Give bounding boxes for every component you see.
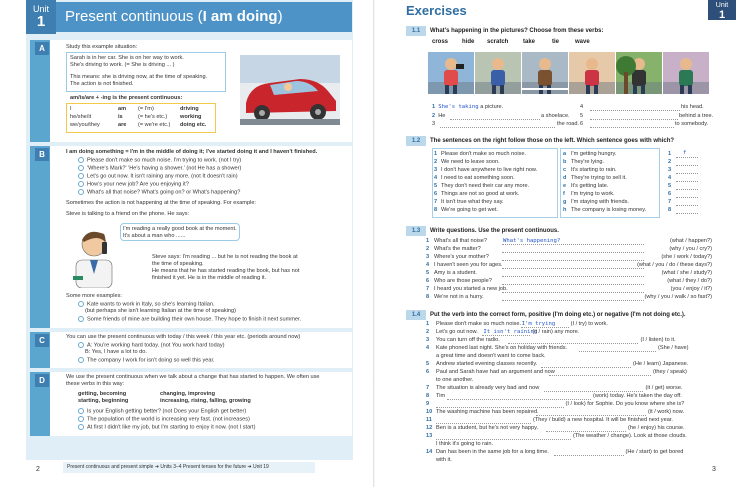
item-number: 3 [434,167,438,173]
prompt-text: The situation is already very bad and now [436,385,540,391]
left-sentence: It isn't true what they say. [441,199,504,205]
table-cell: is [118,114,123,120]
verb-list: getting, becoming [78,391,127,397]
match-answer-blank[interactable] [676,181,698,182]
verb-option: cross [432,39,449,45]
option-letter: b [563,159,567,165]
item-number: 2 [434,159,438,165]
verb-list: increasing, rising, falling, growing [160,398,251,404]
cue-text: (I / look) for Sophie. Do you know where she is? [565,401,685,407]
item-number: 2 [432,113,436,119]
item-number: 14 [426,449,433,455]
item-number: 1 [426,238,430,244]
example-line: 'Where's Mark?' 'He's having a shower.' (not He has a shower) [78,165,241,172]
right-sentence: I'm trying to work. [571,191,615,197]
item-number: 5 [434,183,438,189]
example-line: The population of the world is increasing very fast. (not increases) [78,416,250,423]
handwritten-answer: It isn't raining [483,329,538,335]
answer-blank[interactable] [579,351,656,352]
handwritten-answer: f [683,150,687,156]
example-line: How's your new job? Are you enjoying it? [78,181,189,188]
answer-blank[interactable] [502,284,644,285]
picture-3 [522,52,568,94]
item-number: 1 [434,151,438,157]
prompt-text: Tim [436,393,446,399]
option-letter: a [563,151,567,157]
item-number: 7 [426,286,430,292]
section-d-head: these verbs in this way: [66,381,125,387]
man-on-phone-illustration [68,220,120,288]
answer-blank[interactable] [436,407,564,408]
answer-text: a picture. [480,104,504,110]
item-number: 6 [426,278,430,284]
picture-2 [475,52,521,94]
item-number: 7 [426,385,430,391]
answer-blank[interactable] [436,423,531,424]
right-sentence: It's getting late. [571,183,609,189]
exercise-question: Put the verb into the correct form, positive (I'm doing etc.) or negative (I'm not doing etc.). [430,312,686,318]
item-number: 3 [426,254,430,260]
prompt-text: We're not in a hurry. [434,294,484,300]
prompt-text: Please don't make so much noise. [436,321,522,327]
text-line: Sometimes the action is not happening at the time of speaking. For example: [66,200,256,206]
cue-text: (I / try) to work. [570,321,608,327]
cue-text: (it / rain) any more. [532,329,580,335]
item-number: 4 [426,262,430,268]
prompt-text: Who are those people? [434,278,492,284]
table-cell: (= we're etc.) [138,122,171,128]
unit-tab: Unit 1 [708,0,736,20]
answer-text: a shoelace. [541,113,570,119]
exercise-number: 1.3 [406,226,426,236]
exercise-question: The sentences on the right follow those on the left. Which sentence goes with which? [430,138,675,144]
cue-text: (she / work / today?) [661,254,712,260]
section-d-head: We use the present continuous when we talk about a change that has started to happen. We often use [66,374,320,380]
page-number: 2 [36,466,40,473]
prompt-text: I heard you started a new job. [434,286,508,292]
handwritten-answer: What's happening? [503,238,561,244]
table-cell: we/you/they [70,122,100,128]
item-number: 11 [426,417,432,423]
example-line: B: Yes, I have a lot to do. [85,349,147,355]
answer-blank[interactable] [440,127,555,128]
answer-blank[interactable] [502,252,644,253]
left-sentence: I don't have anywhere to live right now. [441,167,538,173]
answer-blank[interactable] [590,110,680,111]
unit-title: Present continuous (I am doing) [30,2,352,32]
picture-6 [663,52,709,94]
item-number: 8 [426,393,430,399]
item-number: 4 [580,104,584,110]
item-number: 2 [668,159,672,165]
prompt-text: Ben is a student, but he's not very happy. [436,425,539,431]
item-number: 6 [668,191,672,197]
answer-text: behind a tree. [679,113,714,119]
text-line: the time of speaking. [152,261,204,267]
picture-5 [616,52,662,94]
exercise-question: Write questions. Use the present continuous. [430,228,559,234]
section-a-badge: A [35,42,49,55]
section-c-head: You can use the present continuous with today / this week / this year etc. (periods around now) [66,334,301,340]
example-line: The company I work for isn't doing so well this year. [78,357,215,364]
item-number: 2 [426,246,430,252]
answer-text: to somebody. [675,121,709,127]
item-number: 1 [426,321,430,327]
answer-blank[interactable] [544,391,644,392]
verb-option: tie [552,39,560,45]
cue-text: (what / you / do / these days?) [637,262,712,268]
left-sentence: We're going to get wet. [441,207,498,213]
right-sentence: They're trying to sell it. [571,175,627,181]
item-number: 8 [434,207,438,213]
example-line: What's all that noise? What's going on? or What's happening? [78,189,240,196]
car-illustration [240,55,340,125]
prompt-text: Dan has been in the same job for a long time. [436,449,549,455]
prompt-text: Kate phoned last night. She's on holiday with friends. [436,345,568,351]
example-line: (but perhaps she isn't learning Italian at the time of speaking) [85,308,236,314]
picture-4 [569,52,615,94]
left-sentence: Things are not so good at work. [441,191,520,197]
left-sentence: We need to leave soon. [441,159,500,165]
item-number: 3 [426,337,430,343]
cue-text: (it / get) worse. [645,385,683,391]
item-number: 6 [434,191,438,197]
prompt-text: What's all that noise? [434,238,487,244]
item-number: 10 [426,409,433,415]
item-number: 6 [580,121,584,127]
unit-tab: Unit 1 [26,0,56,34]
cue-text: (what / happen?) [670,238,712,244]
answer-blank[interactable] [508,343,639,344]
picture-1 [428,52,474,94]
text-line: He means that he has started reading the book, but has not [152,268,300,274]
exercise-number: 1.2 [406,136,426,146]
right-sentence: It's starting to rain. [571,167,617,173]
verb-list: starting, beginning [78,398,129,404]
handwritten-answer: She's taking [438,104,479,110]
item-number: 3 [668,167,672,173]
prompt-text: Amy is a student. [434,270,477,276]
item-number: 9 [426,401,430,407]
text-line: Steve says: I'm reading ... but he is not reading the book at [152,254,298,260]
answer-blank[interactable] [502,276,644,277]
section-c-badge: C [35,334,49,347]
section-b-badge: B [35,148,49,161]
prompt-text: I think it's going to rain. [436,441,494,447]
match-answer-blank[interactable] [676,205,698,206]
right-sentence: I'm getting hungry. [571,151,617,157]
item-number: 5 [426,270,430,276]
prompt-text: Paul and Sarah have had an argument and now [436,369,555,375]
item-number: 2 [426,329,430,335]
text-line: Steve is talking to a friend on the phone. He says: [66,211,190,217]
answer-blank[interactable] [549,375,651,376]
cue-text: (it / work) now. [648,409,685,415]
match-answer-blank[interactable] [676,197,698,198]
item-number: 5 [426,361,430,367]
answer-blank[interactable] [450,119,540,120]
cue-text: (what / they / do?) [667,278,712,284]
answer-blank[interactable] [436,439,571,440]
cue-text: (I / listen) to it. [640,337,676,343]
prompt-text: You can turn off the radio. [436,337,500,343]
item-number: 5 [668,183,672,189]
example-line: At first I didn't like my job, but I'm starting to enjoy it now. (not I start) [78,424,255,431]
table-cell: am [118,106,127,112]
match-answer-blank[interactable] [676,189,698,190]
text-line: finished it yet. He is in the middle of reading it. [152,275,267,281]
prompt-text: Andrew started evening classes recently. [436,361,538,367]
exercise-number: 1.1 [406,26,426,36]
prompt-text: What's the matter? [434,246,481,252]
exercise-question: What's happening in the pictures? Choose from these verbs: [430,28,604,34]
exercise-number: 1.4 [406,310,426,320]
verb-option: take [523,39,536,45]
table-cell: I [70,106,72,112]
section-b-bar [30,146,50,328]
table-cell: (= he's etc.) [138,114,168,120]
item-number: 8 [668,207,672,213]
cue-text: (The weather / change). Look at those clouds. [573,433,687,439]
text-line: She's driving to work. (= She is driving ... ) [70,62,175,68]
cue-text: (they / speak) [653,369,687,375]
example-line: Some friends of mine are building their own house. They hope to finish it next summer. [78,316,301,323]
cue-text: (he / enjoy) his course. [628,425,685,431]
table-cell: he/she/it [70,114,92,120]
prompt-text: a great time and doesn't want to come back. [436,353,546,359]
example-line: Kate wants to work in Italy, so she's learning Italian. [78,301,215,308]
match-answer-blank[interactable] [676,165,698,166]
item-number: 4 [434,175,438,181]
answer-blank[interactable] [590,127,674,128]
option-letter: f [563,191,565,197]
cue-text: (He / learn) Japanese. [633,361,689,367]
table-cell: are [118,122,127,128]
verb-option: scratch [487,39,509,45]
option-letter: c [563,167,567,173]
text-line: The action is not finished. [70,81,134,87]
answer-blank[interactable] [502,268,644,269]
table-cell: driving [180,106,199,112]
prompt-text: to one another. [436,377,474,383]
prompt-text: The washing machine has been repaired. [436,409,539,415]
item-number: 7 [668,199,672,205]
answer-blank[interactable] [502,260,644,261]
cue-text: (They / build) a new hospital. It will be finished next year. [533,417,673,423]
item-number: 8 [426,294,430,300]
option-letter: g [563,199,567,205]
text-line: Sarah is in her car. She is on her way to work. [70,55,184,61]
answer-blank[interactable] [447,399,591,400]
verb-option: wave [575,39,590,45]
item-number: 4 [426,345,430,351]
example-line: Please don't make so much noise. I'm trying to work. (not I try) [78,157,241,164]
answer-blank[interactable] [554,455,624,456]
item-number: 6 [426,369,430,375]
item-number: 4 [668,175,672,181]
cue-text: (work) today. He's taken the day off. [593,393,682,399]
section-a-intro: Study this example situation: [66,44,138,50]
prompt-text: I haven't seen you for ages. [434,262,503,268]
prompt-text: Let's go out now. [436,329,478,335]
page-number: 3 [712,466,716,473]
section-a-bar [30,40,50,142]
exercises-title: Exercises [406,3,467,18]
option-letter: e [563,183,567,189]
item-number: 7 [434,199,438,205]
text-line: Some more examples: [66,293,122,299]
answer-text: his head. [681,104,704,110]
cue-text: (He / start) to get bored [625,449,684,455]
left-sentence: I need to eat something soon. [441,175,515,181]
cue-text: (why / you / walk / so fast?) [644,294,712,300]
option-letter: h [563,207,567,213]
section-b-head: I am doing something = I'm in the middle of doing it; I've started doing it and I haven't finished. [66,149,318,155]
answer-blank[interactable] [590,119,678,120]
cross-reference-footer[interactable]: Present continuous and present simple ➜ Units 3–4 Present tenses for the future ➜ Unit 19 [63,462,315,473]
verb-list: changing, improving [160,391,216,397]
left-sentence: They don't need their car any more. [441,183,530,189]
item-number: 12 [426,425,433,431]
item-number: 3 [432,121,436,127]
example-line: Let's go out now. It isn't raining any more. (not It doesn't rain) [78,173,238,180]
answer-text: He [438,113,446,119]
handwritten-answer: I'm trying [521,321,556,327]
example-line: A: You're working hard today. (not You work hard today) [78,342,224,349]
option-letter: d [563,175,567,181]
cue-text: (why / you / cry?) [669,246,712,252]
prompt-text: Where's your mother? [434,254,489,260]
left-sentence: Please don't make so much noise. [441,151,527,157]
match-answer-blank[interactable] [676,173,698,174]
answer-blank[interactable] [502,300,644,301]
match-answer-blank[interactable] [676,213,698,214]
speech-bubble-text: I'm reading a really good book at the moment. It's about a man who ...... [123,226,237,239]
item-number: 1 [432,104,436,110]
example-line: Is your English getting better? (not Does your English get better) [78,408,246,415]
cue-text: (you / enjoy / it?) [670,286,712,292]
answer-blank[interactable] [536,415,646,416]
item-number: 13 [426,433,433,439]
right-sentence: I'm staying with friends. [571,199,629,205]
answer-blank[interactable] [546,431,626,432]
text-line: This means: she is driving now, at the time of speaking. [70,74,208,80]
form-rule: am/is/are + -ing is the present continuous: [70,95,183,101]
cue-text: (what / she / study?) [661,270,712,276]
right-sentence: The company is losing money. [571,207,647,213]
section-d-badge: D [35,374,49,387]
right-sentence: They're lying. [571,159,605,165]
item-number: 5 [580,113,584,119]
answer-blank[interactable] [502,292,644,293]
match-answer-blank[interactable] [676,157,698,158]
answer-text: the road. [557,121,580,127]
cue-text: (She / have) [658,345,689,351]
prompt-text: with it. [436,457,452,463]
table-cell: working [180,114,202,120]
verb-option: hide [462,39,475,45]
answer-blank[interactable] [541,367,631,368]
item-number: 1 [668,151,672,157]
table-cell: doing etc. [180,122,207,128]
table-cell: (= I'm) [138,106,154,112]
